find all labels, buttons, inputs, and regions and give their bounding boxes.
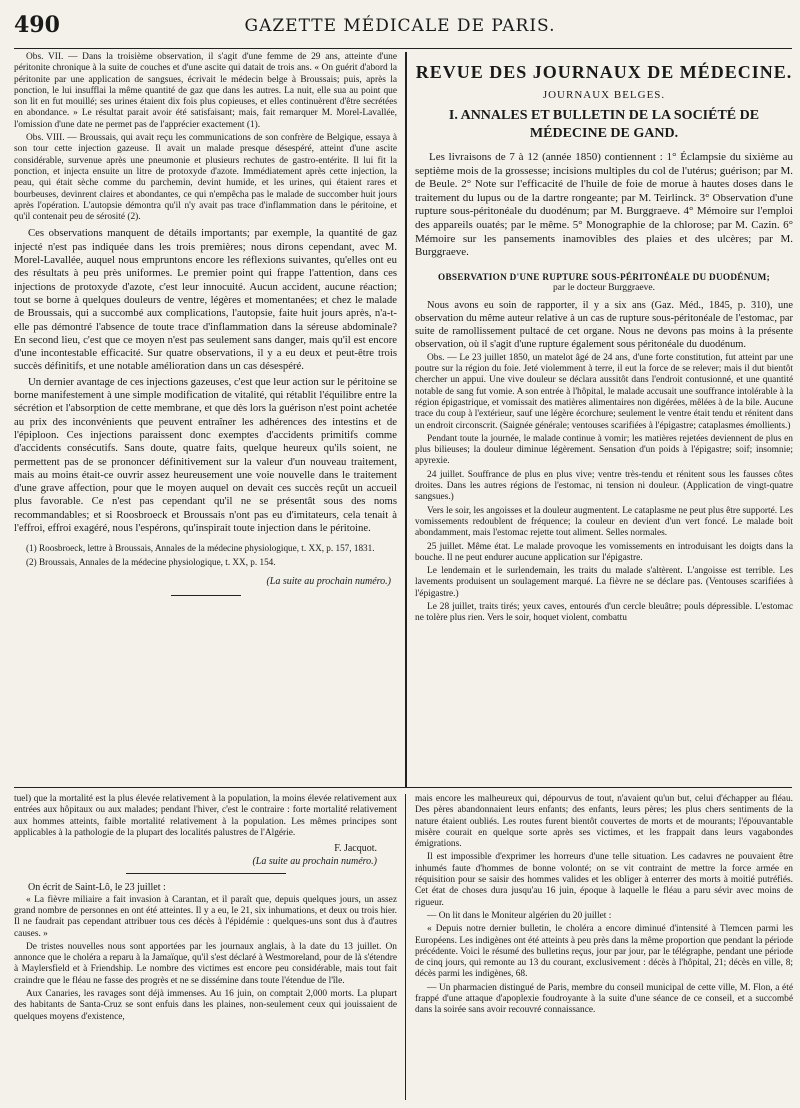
running-title: GAZETTE MÉDICALE DE PARIS. <box>244 16 556 36</box>
discussion-paragraph: Un dernier avantage de ces injections gazeuses, c'est que leur action sur le péritoine se borne manifestement à une simple modification de vitalité, qui rétablit l'équilibre entre la sécrétion et l'absorption de cette membrane, et que dès lors la guérison n'est point achetée au prix des inconvénients que peuvent entraîner les adhérences des intestins et de l'épiploon. Ces injections paraissent donc exemptes d'accidents primitifs comme d'accidents consécutifs. Sans doute, quatre faits, quelque heureux qu'ils soient, ne permettent pas de se prononcer définitivement sur la valeur d'un nouveau traitement, mais au moins était-ce ouvrir assez heureusement une voie nouvelle dans le traitement d'une grave affection, pour que le moyen auquel on devait ces succès reçût un accueil plus favorable. Ce n'est pas cependant qu'il ne se présentât sous des noms recommandables; et si Roosbroeck et Broussais n'ont pas eu d'imitateurs, cela tenait à l'effroi, effroi exagéré, nous l'espérons, qu'inspirait toute injection dans le péritoine. <box>14 375 397 534</box>
bottom-right-column <box>415 794 793 1100</box>
continued-note: (La suite au prochain numéro.) <box>252 856 377 868</box>
obs-vii-paragraph: Obs. VII. — Dans la troisième observation, il s'agit d'une femme de 29 ans, atteinte d'une péritonite chronique à la suite de couches et d'une ascite qui datait de trois ans. « On guérit d'abord la péritonite par une application de sangsues, écrivait le médecin belge à Broussais; puis, après la ponction, le lui insufflai la même quantité de gaz que dans les autres. La nuit, elle sua au point que son lit en fut mouillé; ses urines étaient dix fois plus copieuses, et elles continuèrent d'être secrétées en abondance. » Le résultat parait avoir été satisfaisant; mais, fait remarquer M. Morel-Lavallée, l'omission d'une date ne permet pas de l'apprécier exactement (1). <box>14 52 397 130</box>
case-paragraph: Vers le soir, les angoisses et la douleur augmentent. Le cataplasme ne peut plus être supporté. Les vomissements redoublent de fréquence; la couleur en devient d'un vert foncé. Le malade boit abondamment, mais l'estomac rejette tout aliment. Selles normales. <box>415 505 793 539</box>
subsection-title: JOURNAUX BELGES. <box>542 89 666 101</box>
news-paragraph: — Un pharmacien distingué de Paris, membre du conseil municipal de cette ville, M. Flon, a été frappé d'une attaque d'apoplexie foudroyante à la suite d'une séance de ce conseil, et a succombé dans la soirée sans avoir recouvré connaissance. <box>415 982 793 1016</box>
case-paragraph: Le lendemain et le surlendemain, les traits du malade s'altèrent. L'angoisse est terrible. Les lavements produisent un soulagement marqué. La fièvre ne se déclare pas. (Ventouses scarifiées à l'épigastre.) <box>415 566 793 599</box>
continued-note: (La suite au prochain numéro.) <box>266 576 391 588</box>
contents-paragraph: Les livraisons de 7 à 12 (année 1850) contiennent : 1° Éclampsie du sixième au septième mois de la grossesse; incisions multiples du col de l'utérus; guérison; par M. de Beule. 2° Note sur l'efficacité de l'huile de foie de morue à hautes doses dans le traitement du lupus ou de la dartre rongeante; par M. Teirlinck. 3° Observation d'une rupture sous-péritonéale du duodénum; par M. Burggraeve. 4° Mémoire sur l'emploi des appareils ouatés; par le même. 5° Monographie de la chlorose; par M. Cazin. 6° Mémoire sur les pansements inamovibles des plaies et des ulcères; par M. Burggraeve. <box>415 151 793 259</box>
observation-author: par le docteur Burggraeve. <box>552 281 656 293</box>
section-title: REVUE DES JOURNAUX DE MÉDECINE. <box>415 62 793 82</box>
news-paragraph: Il est impossible d'exprimer les horreurs d'une telle situation. Les cadavres ne pouvaient être inhumés faute d'hommes de bonne volonté; on se vit contraint de mettre la force armée en réquisition pour se saisir des hommes valides et les obliger à enterrer des morts à moitié putréfiés. Cet état de choses dura jusqu'au 16 juin, époque à laquelle le fléau a paru sévir avec moins de rigueur. <box>415 852 793 908</box>
right-column <box>415 52 793 784</box>
news-paragraph: Aux Canaries, les ravages sont déjà immenses. Au 16 juin, on comptait 2,000 morts. La plupart des habitants de Santa-Cruz se sont enfuis dans les plaines, non-seulement ceux qui jouissaient de quelques moyens d'existence, <box>14 989 397 1022</box>
page-number: 490 <box>14 12 60 38</box>
case-paragraph: Pendant toute la journée, le malade continue à vomir; les matières rejetées deviennent de plus en plus bilieuses; la douleur diminue légèrement. Sensation d'un poids à l'épigastre; soif; insomnie; apyrexie. <box>415 433 793 467</box>
discussion-paragraph: Ces observations manquent de détails importants; par exemple, la quantité de gaz injecté n'est pas indiquée dans les trois premières; nous dirons cependant, avec M. Morel-Lavallée, auquel nous empruntons encore les réflexions suivantes, qu'elles ont eu des résultats à peu près uniformes. Le premier point qui frappe l'attention, dans ces injections de protoxyde d'azote, c'est leur innocuité. Aucun accident, aucune réaction; tout se borne à quelques douleurs de ventre, légères et momentanées; et chez le malade de Broussais, qui a succombé aux complications, l'autopsie, faite huit jours après, n'a-t-elle pas démontré l'absence de toute trace d'inflammation dans la séreuse abdominale? En second lieu, c'est que ce moyen n'est pas seulement sans danger, mais qu'il est encore d'une incontestable efficacité. Sur quatre observations, il y a eu deux et peut-être trois succès définitifs, et une notable amélioration dans un cas désespéré. <box>14 227 397 373</box>
observation-title: OBSERVATION D'UNE RUPTURE SOUS-PÉRITONÉALE DU DUODÉNUM; <box>438 271 770 282</box>
news-paragraph: « La fièvre miliaire a fait invasion à Carantan, et il paraît que, depuis quelques jours, un assez grand nombre de personnes en ont été atteintes. Il y a eu, le 21, six inhumations, et deux ou trois hier. Il ne faudrait pas cependant attribuer tous ces décès à l'épidémie : quelques-uns sont dus à d'autres causes. » <box>14 894 397 939</box>
case-paragraph: 24 juillet. Souffrance de plus en plus vive; ventre très-tendu et rénitent sous les fausses côtes droites. Dans les autres régions de l'estomac, ni tension ni douleur. (Application de vingt-quatre sangsues.) <box>415 469 793 503</box>
left-column <box>14 52 397 756</box>
author-signature: F. Jacquot. <box>334 843 377 855</box>
news-paragraph: « Depuis notre dernier bulletin, le choléra a encore diminué d'intensité à Tlemcen parmi les Européens. Les indigènes ont été atteints à peu près dans la même proportion que pendant la période précédente. Voici le résumé des bulletins reçus, jour par jour, par le télégraphe, pendant une période de cinq jours, qui remonte au 13 du courant, exclusivement : décès à l'hôpital, 21; décès en ville, 8; décès parmi les indigènes, 68. <box>415 924 793 980</box>
column-separator <box>405 52 407 787</box>
news-paragraph: — On lit dans le Moniteur algérien du 20 juillet : <box>427 910 612 921</box>
page-header <box>0 10 800 44</box>
observation-body <box>415 299 793 625</box>
algeria-text <box>14 794 397 839</box>
header-rule <box>14 48 792 49</box>
news-block <box>14 895 397 1023</box>
footnote-2: (2) Broussais, Annales de la médecine physiologique, t. XX, p. 154. <box>26 556 276 567</box>
annales-title: I. ANNALES ET BULLETIN DE LA SOCIÉTÉ DE MÉDECINE DE GAND. <box>448 108 760 141</box>
text-paragraph: tuel) que la mortalité est la plus élevée relativement à la population, la moins élevée relativement aux entrées aux hôpitaux ou aux malades; pendant l'hiver, c'est le contraire : forte mortalité relativement aux hommes atteints, faible mortalité relativement à la population. Les mêmes principes sont applicables à la pathologie de la plupart des localités palustres de l'Algérie. <box>14 794 397 838</box>
bottom-left-column <box>14 794 397 1100</box>
column-separator <box>405 794 406 1100</box>
obs-viii-paragraph: Obs. VIII. — Broussais, qui avait reçu les communications de son confrère de Belgique, essaya à son tour cette injection gazeuse. Il avait un malade presque désespéré, atteint d'une ascite considérable, survenue après une pneumonie et plusieurs rechutes de gastro-entérite. Il lui fit la ponction, et injecta ensuite un litre de protoxyde d'azote. Immédiatement après cette injection, la peau, qui était sèche comme du parchemin, devint humide, et les urines, qui étaient rares et bourbeuses, devinrent claires et abondantes, ce qui n'empêcha pas le malade de succomber huit jours après l'opération. L'autopsie démontra qu'il n'y avait pas trace d'inflammation dans le péritoine, et qu'il contenait peu de sérosité (2). <box>14 133 397 223</box>
news-block <box>415 794 793 1017</box>
dateline: On écrit de Saint-Lô, le 23 juillet : <box>28 882 166 894</box>
case-paragraph: Obs. — Le 23 juillet 1850, un matelot âgé de 24 ans, d'une forte constitution, fut atteint par une poutre sur la région du foie. Jeté violemment à terre, il eut la force de se relever; mais il dut bientôt chercher un appui. Une vive douleur se déclara aussitôt dans l'endroit contusionné, et une quantité notable de sang fut vomie. A son entrée à l'hôpital, le malade accusait une souffrance intolérable à la région épigastrique, et vomissait des matières alimentaires non digérées, mêlées à de la bile. Aucune trace du coup à l'extérieur, sauf une légère écorchure; seulement le ventre était tendu et rénitent dans un endroit circonscrit. (Saignée générale; ventouses scarifiées à l'épigastre; cataplasmes émollients.) <box>415 352 793 431</box>
observations-block <box>14 52 397 223</box>
news-paragraph: mais encore les malheureux qui, dépourvus de tout, n'avaient qu'un but, celui d'échapper au fléau. Des pères abandonnaient leurs enfants; des enfants, leurs pères; les plus chers sentiments de la nature étaient oubliés. Les routes furent bientôt couvertes de morts et de mourants; l'épouvantable misère courait en quelque sorte après ses victimes, et les frappait dans leurs vagabondes émigrations. <box>415 794 793 850</box>
end-rule <box>171 595 241 596</box>
horizontal-divider <box>14 787 792 788</box>
intro-paragraph: Nous avons eu soin de rapporter, il y a six ans (Gaz. Méd., 1845, p. 310), une observation du même auteur relative à un cas de rupture sous-péritonéale de l'estomac, par suite de ramollissement pultacé de cet organe. Nous ne devons pas moins à la présente observation, où il s'agit d'une rupture également sous péritonéale du duodénum. <box>415 299 793 350</box>
case-paragraph: 25 juillet. Même état. Le malade provoque les vomissements en introduisant les doigts dans la bouche. Il ne peut endurer aucune application sur l'épigastre. <box>415 541 793 563</box>
case-paragraph: Le 28 juillet, traits tirés; yeux caves, entourés d'un cercle bleuâtre; pouls dépressible. L'estomac ne tolère plus rien. Vers le soir, hoquet violent, combattu <box>415 601 793 624</box>
footnote-1: (1) Roosbroeck, lettre à Broussais, Annales de la médecine physiologique, t. XX, p. 157, 1831. <box>26 543 375 554</box>
discussion-block <box>14 227 397 535</box>
news-paragraph: De tristes nouvelles nous sont apportées par les journaux anglais, à la date du 13 juillet. On annonce que le choléra a reparu à la Jamaïque, qu'il s'est déclaré à Westmoreland, pour de là s'étendre à Maylersfield et à Friendship. Le nombre des victimes est encore peu considérable, mais tout fait craindre que le fléau ne fasse des progrès et ne se dissémine dans toute l'étendue de l'île. <box>14 941 397 986</box>
news-divider <box>126 873 286 874</box>
